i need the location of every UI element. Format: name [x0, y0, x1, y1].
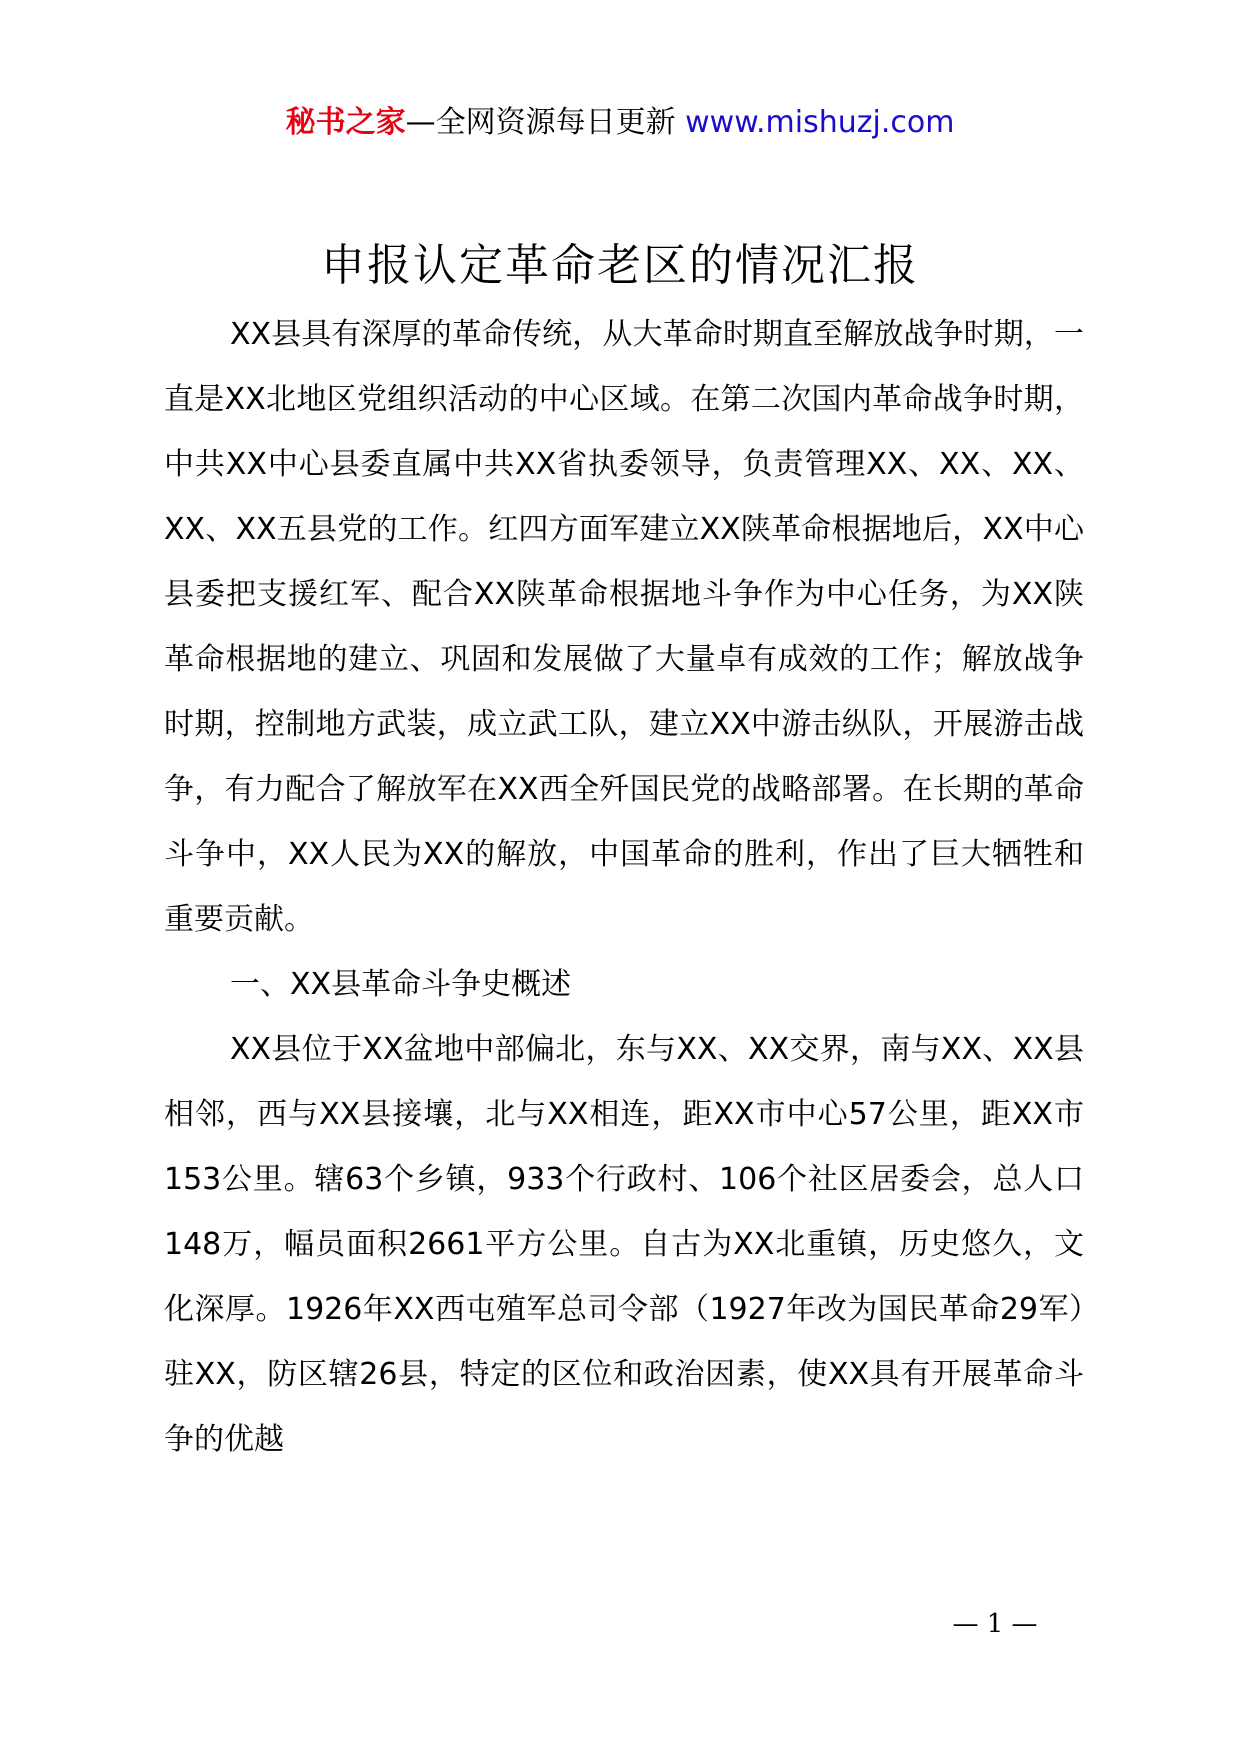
- intro-paragraph: XX县具有深厚的革命传统，从大革命时期直至解放战争时期，一直是XX北地区党组织活动的中心区域。在第二次国内革命战争时期，中共XX中心县委直属中共XX省执委领导，负责管理XX、XX、XX、XX、XX五县党的工作。红四方面军建立XX陕革命根据地后，XX中心县委把支援红军、配合XX陕革命根据地斗争作为中心任务，为XX陕革命根据地的建立、巩固和发展做了大量卓有成效的工作；解放战争时期，控制地方武装，成立武工队，建立XX中游击纵队，开展游击战争，有力配合了解放军在XX西全歼国民党的战略部署。在长期的革命斗争中，XX人民为XX的解放，中国革命的胜利，作出了巨大牺牲和重要贡献。: [164, 317, 1084, 937]
- document-body: [164, 302, 1084, 1472]
- page-number: — 1 —: [952, 1609, 1038, 1639]
- site-brand: 秘书之家: [285, 105, 406, 140]
- document-title: 申报认定革命老区的情况汇报: [321, 240, 919, 291]
- section-heading: 一、XX县革命斗争史概述: [230, 967, 572, 1002]
- site-tagline: —全网资源每日更新: [405, 105, 686, 140]
- section-paragraph: XX县位于XX盆地中部偏北，东与XX、XX交界，南与XX、XX县相邻，西与XX县接壤，北与XX相连，距XX市中心57公里，距XX市153公里。辖63个乡镇，933个行政村、106个社区居委会，总人口148万，幅员面积2661平方公里。自古为XX北重镇，历史悠久，文化深厚。1926年XX西屯殖军总司令部（1927年改为国民革命29军）驻XX，防区辖26县，特定的区位和政治因素，使XX具有开展革命斗争的优越: [164, 1032, 1084, 1457]
- site-url-link[interactable]: www.mishuzj.com: [685, 105, 955, 140]
- site-header: [0, 100, 1240, 146]
